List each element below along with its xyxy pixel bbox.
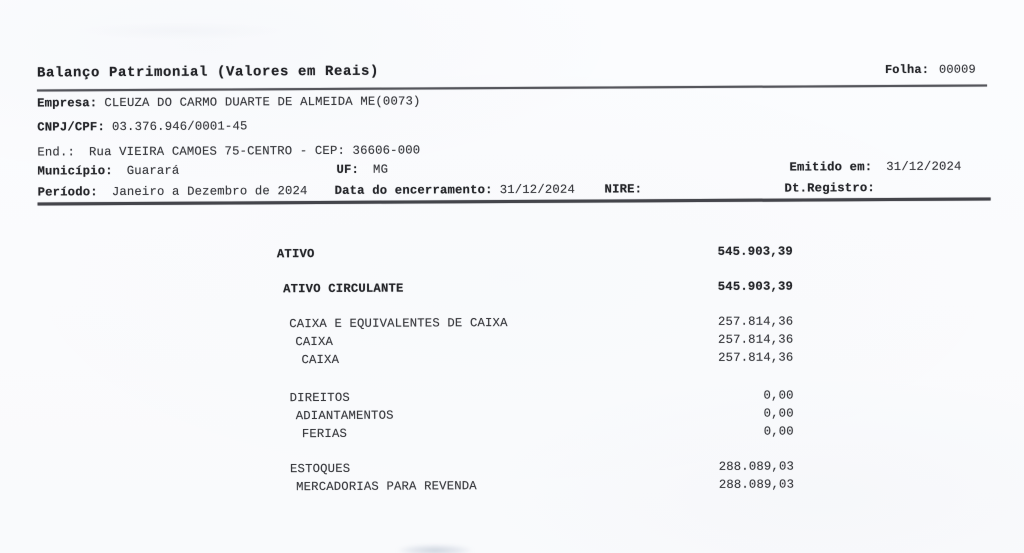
folha-field (885, 63, 976, 77)
account-value: 0,00 (763, 424, 794, 439)
encerramento-value: 31/12/2024 (499, 182, 576, 198)
folha-value: 00009 (938, 62, 976, 77)
endereco-label: End.: (37, 145, 76, 160)
account-value: 545.903,39 (717, 244, 793, 259)
municipio-row (37, 159, 1023, 179)
periodo-field (38, 184, 308, 199)
account-value: 545.903,39 (717, 279, 794, 294)
cnpj-row (37, 119, 247, 134)
account-label: MERCADORIAS PARA REVENDA (296, 479, 477, 495)
endereco-row (37, 143, 420, 159)
empresa-row (37, 94, 421, 110)
periodo-value: Janeiro a Dezembro de 2024 (111, 184, 308, 200)
account-label: DIREITOS (289, 390, 350, 406)
dt-registro-label: Dt.Registro: (784, 181, 875, 196)
municipio-field (37, 164, 179, 179)
account-value: 0,00 (763, 388, 794, 403)
statement-row (0, 243, 1024, 266)
encerramento-field (335, 183, 575, 198)
uf-field (336, 163, 388, 177)
municipio-value: Guarará (126, 163, 180, 179)
scan-edge-smudge (383, 542, 487, 553)
periodo-row (37, 180, 1024, 200)
empresa-value: CLEUZA DO CARMO DUARTE DE ALMEIDA ME(0073) (104, 94, 421, 111)
emitido-value: 31/12/2024 (886, 159, 962, 175)
account-label: CAIXA E EQUIVALENTES DE CAIXA (289, 316, 508, 332)
dt-registro-field (785, 181, 875, 195)
account-value: 257.814,36 (717, 314, 794, 329)
nire-label: NIRE: (604, 182, 643, 197)
account-value: 0,00 (763, 406, 794, 421)
endereco-value: Rua VIEIRA CAMOES 75-CENTRO - CEP: 36606-000 (88, 143, 421, 160)
account-label: ESTOQUES (289, 461, 351, 477)
account-value: 288.089,03 (718, 459, 795, 474)
statement-body (0, 243, 1024, 499)
encerramento-label: Data do encerramento: (334, 183, 493, 198)
emitido-field (789, 160, 961, 175)
account-value: 257.814,36 (718, 350, 794, 365)
cnpj-label: CNPJ/CPF: (37, 120, 106, 135)
page-title: Balanço Patrimonial (Valores em Reais) (36, 63, 380, 82)
account-label: CAIXA (301, 352, 340, 368)
uf-value: MG (372, 162, 389, 177)
account-label: ATIVO CIRCULANTE (283, 281, 404, 297)
municipio-label: Município: (37, 164, 113, 179)
cnpj-value: 03.376.946/0001-45 (111, 119, 248, 135)
periodo-label: Período: (37, 185, 98, 200)
header-rule-top (37, 85, 987, 92)
account-label: ADIANTAMENTOS (295, 408, 394, 424)
emitido-label: Emitido em: (789, 160, 873, 175)
nire-field (605, 182, 643, 196)
account-value: 288.089,03 (718, 477, 795, 492)
account-value: 257.814,36 (718, 332, 794, 347)
account-label: FERIAS (301, 426, 348, 442)
account-label: ATIVO (276, 247, 315, 262)
account-label: CAIXA (295, 334, 334, 350)
folha-label: Folha: (884, 62, 930, 78)
uf-label: UF: (336, 162, 360, 177)
statement-row (0, 278, 1024, 301)
empresa-label: Empresa: (37, 96, 98, 111)
